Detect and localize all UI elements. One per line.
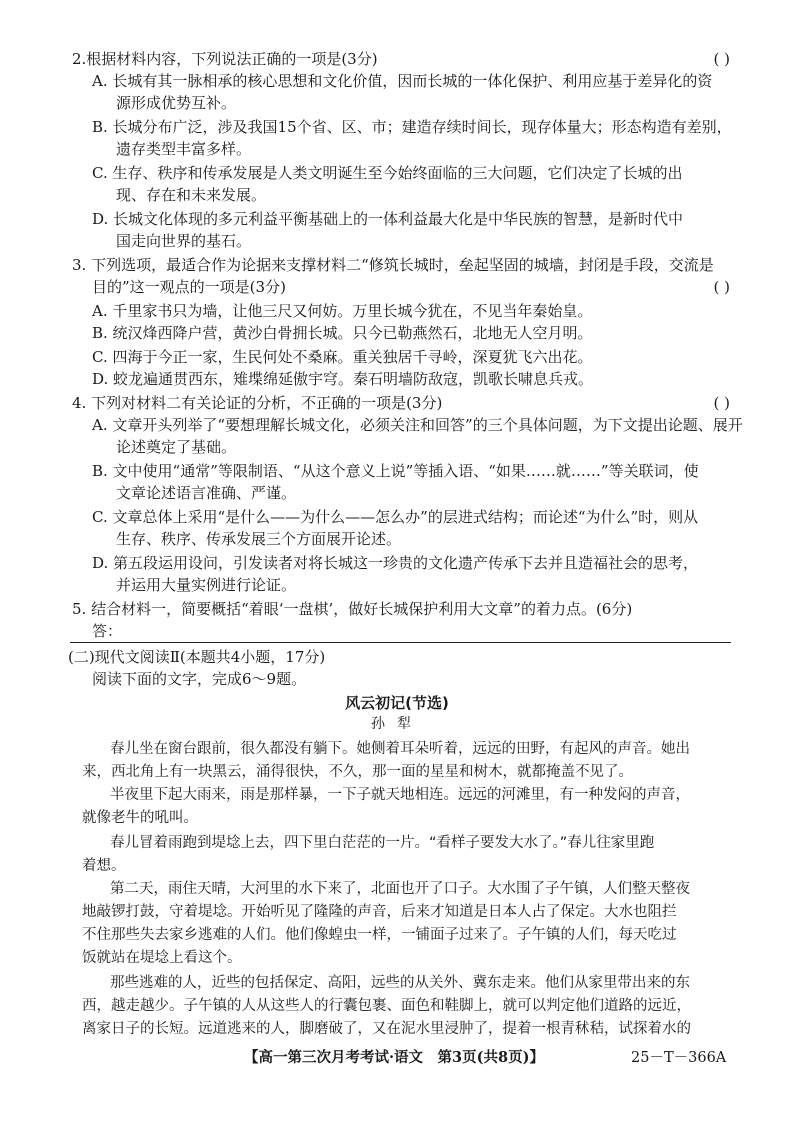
q2-option-b: B. 长城分布广泛，涉及我国15个省、区、市；建造存续时间长，现存体量大；形态构造有差别， — [92, 118, 732, 136]
passage-title: 风云初记(节选) — [345, 694, 449, 712]
q4-option-b-cont: 文章论述语言准确、严谨。 — [116, 484, 297, 502]
passage-paragraph-4-line-3: 不住那些失去家乡逃难的人们。他们像蝗虫一样，一铺面子过来了。子午镇的人们，每天吃过 — [82, 927, 677, 943]
section-2-instruction: 阅读下面的文字，完成6～9题。 — [92, 670, 307, 688]
q4-answer-bracket[interactable]: ( ) — [713, 394, 730, 412]
passage-paragraph-1: 春儿坐在窗台跟前，很久都没有躺下。她侧着耳朵听着，远远的田野，有起风的声音。她出 — [110, 741, 690, 757]
passage-author: 孙犁 — [371, 716, 423, 732]
q3-option-c: C. 四海于今正一家，生民何处不桑麻。重关独居千寻岭，深夏犹飞六出花。 — [92, 348, 593, 366]
passage-paragraph-5: 那些逃难的人，近些的包括保定、高阳，远些的从关外、冀东走来。他们从家里带出来的东 — [110, 975, 690, 991]
q4-option-b: B. 文中使用“通常”等限制语、“从这个意义上说”等插入语、“如果……就……”等关联词，使 — [92, 462, 699, 480]
q3-stem-cont: 目的”这一观点的一项是(3分) — [92, 278, 286, 296]
q3-option-b: B. 统汉烽西降户营，黄沙白骨拥长城。只今已勒燕然石，北地无人空月明。 — [92, 324, 593, 342]
q5-answer-label: 答： — [92, 622, 123, 640]
q4-option-d-cont: 并运用大量实例进行论证。 — [116, 576, 297, 594]
q4-option-a: A. 文章开头列举了“要想理解长城文化，必须关注和回答”的三个具体问题，为下文提出论题、展开 — [92, 416, 743, 434]
q2-answer-bracket[interactable]: ( ) — [713, 50, 730, 68]
footer-exam-info: 【高一第三次月考考试·语文 第3页(共8页)】 — [244, 1049, 544, 1066]
q5-answer-line[interactable] — [70, 642, 731, 643]
passage-paragraph-4-line-2: 地敲锣打鼓，守着堤埝。开始听见了隆隆的声音，后来才知道是日本人占了保定。大水也阻拦 — [82, 904, 677, 920]
passage-paragraph-3-cont: 着想。 — [82, 858, 126, 874]
passage-paragraph-2: 半夜里下起大雨来，雨是那样暴，一下子就天地相连。远远的河滩里，有一种发闷的声音， — [110, 787, 690, 803]
passage-paragraph-4: 第二天，雨住天晴，大河里的水下来了，北面也开了口子。大水围了子午镇，人们整天整夜 — [110, 881, 690, 897]
q4-option-c-cont: 生存、秩序、传承发展三个方面展开论述。 — [116, 530, 402, 548]
q3-stem: 3. 下列选项，最适合作为论据来支撑材料二“修筑长城时，垒起坚固的城墙，封闭是手段，交流是 — [72, 256, 714, 274]
q4-option-a-cont: 论述奠定了基础。 — [116, 438, 237, 456]
passage-paragraph-1-cont: 来，西北角上有一块黑云，涌得很快，不久，那一面的星星和树木，就都掩盖不见了。 — [82, 764, 633, 780]
q3-option-a: A. 千里家书只为墙，让他三尺又何妨。万里长城今犹在，不见当年秦始皇。 — [92, 302, 593, 320]
passage-paragraph-4-line-4: 饭就站在堤埝上看这个。 — [82, 950, 242, 966]
section-2-heading: (二)现代文阅读Ⅱ(本题共4小题，17分) — [68, 648, 326, 666]
q4-stem: 4. 下列对材料二有关论证的分析，不正确的一项是(3分) — [72, 394, 443, 412]
passage-paragraph-5-line-3: 离家日子的长短。远道逃来的人，脚磨破了，又在泥水里浸肿了，提着一根青秫秸，试探着水的 — [82, 1021, 691, 1037]
q2-option-d: D. 长城文化体现的多元利益平衡基础上的一体利益最大化是中华民族的智慧，是新时代中 — [92, 210, 684, 228]
q4-option-d: D. 第五段运用设问，引发读者对将长城这一珍贵的文化遗产传承下去并且造福社会的思考， — [92, 554, 699, 572]
passage-paragraph-2-cont: 就像老牛的吼叫。 — [82, 810, 198, 826]
q2-option-b-cont: 遗存类型丰富多样。 — [116, 140, 252, 158]
q4-option-c: C. 文章总体上采用“是什么——为什么——怎么办”的层进式结构；而论述“为什么”时，则从 — [92, 508, 699, 526]
q2-option-d-cont: 国走向世界的基石。 — [116, 232, 252, 250]
q2-option-c-cont: 现、存在和未来发展。 — [116, 186, 267, 204]
footer-code: 25－T－366A — [631, 1050, 727, 1066]
passage-paragraph-5-line-2: 西，越走越少。子午镇的人从这些人的行囊包裹、面色和鞋脚上，就可以判定他们道路的远近， — [82, 998, 691, 1014]
q3-option-d: D. 蛟龙遍通贯西东，雉堞绵延傲宇穹。秦石明墙防敌寇，凯歌长啸息兵戎。 — [92, 370, 594, 388]
q2-option-c: C. 生存、秩序和传承发展是人类文明诞生至今始终面临的三大问题，它们决定了长城的出 — [92, 164, 683, 182]
q2-stem: 2.根据材料内容，下列说法正确的一项是(3分) — [72, 50, 378, 68]
q2-option-a: A. 长城有其一脉相承的核心思想和文化价值，因而长城的一体化保护、利用应基于差异化的资 — [92, 72, 713, 90]
passage-paragraph-3: 春儿冒着雨跑到堤埝上去，四下里白茫茫的一片。“看样子要发大水了。”春儿往家里跑 — [110, 835, 655, 851]
q2-option-a-cont: 源形成优势互补。 — [116, 94, 237, 112]
q5-stem: 5. 结合材料一，简要概括“着眼‘一盘棋’，做好长城保护利用大文章”的着力点。(6分) — [72, 600, 633, 618]
q3-answer-bracket[interactable]: ( ) — [713, 278, 730, 296]
